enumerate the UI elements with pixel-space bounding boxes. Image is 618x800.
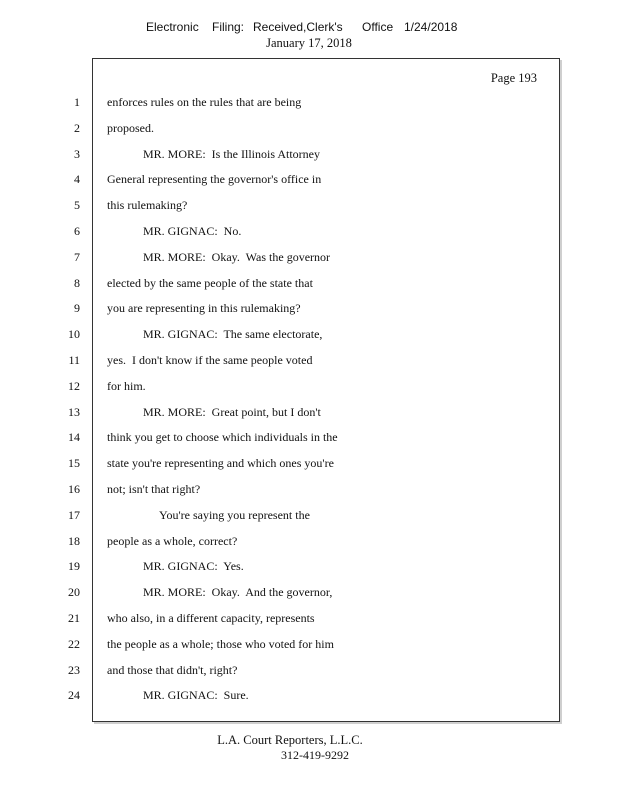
line-number: 4 xyxy=(74,172,80,187)
filing-word: Filing: xyxy=(212,20,245,34)
transcript-line: for him. xyxy=(107,378,146,393)
transcript-line: MR. MORE: Okay. And the governor, xyxy=(143,585,333,600)
transcript-line: MR. GIGNAC: Yes. xyxy=(143,559,244,574)
line-number: 22 xyxy=(68,636,80,651)
transcript-line: elected by the same people of the state that xyxy=(107,275,313,290)
line-number: 16 xyxy=(68,481,80,496)
line-number: 3 xyxy=(74,146,80,161)
line-number: 19 xyxy=(68,559,80,574)
line-number: 6 xyxy=(74,223,80,238)
transcript-line: people as a whole, correct? xyxy=(107,533,238,548)
line-number: 8 xyxy=(74,275,80,290)
line-number: 2 xyxy=(74,120,80,135)
filing-stamp xyxy=(0,20,618,36)
line-number: 7 xyxy=(74,249,80,264)
transcript-line: proposed. xyxy=(107,120,154,135)
filing-word: Received,Clerk's xyxy=(253,20,343,34)
line-number: 21 xyxy=(68,610,80,625)
transcript-text xyxy=(107,90,547,709)
line-number: 13 xyxy=(68,404,80,419)
line-number: 18 xyxy=(68,533,80,548)
transcript-line: yes. I don't know if the same people voted xyxy=(107,352,313,367)
transcript-line: you are representing in this rulemaking? xyxy=(107,301,301,316)
transcript-line: this rulemaking? xyxy=(107,198,188,213)
line-number: 20 xyxy=(68,585,80,600)
line-number: 17 xyxy=(68,507,80,522)
transcript-line: not; isn't that right? xyxy=(107,481,201,496)
line-number: 9 xyxy=(74,301,80,316)
line-number: 10 xyxy=(68,327,80,342)
filing-word: Electronic xyxy=(146,20,199,34)
transcript-line: General representing the governor's office in xyxy=(107,172,322,187)
reporter-company: L.A. Court Reporters, L.L.C. xyxy=(217,733,363,747)
line-number-column xyxy=(0,90,80,709)
transcript-line: MR. MORE: Okay. Was the governor xyxy=(143,249,331,264)
page-number: Page 193 xyxy=(490,71,537,85)
line-number: 23 xyxy=(68,662,80,677)
filing-word: 1/24/2018 xyxy=(404,20,458,34)
transcript-line: MR. GIGNAC: Sure. xyxy=(143,688,249,703)
transcript-line: state you're representing and which ones you're xyxy=(107,456,334,471)
line-number: 5 xyxy=(74,198,80,213)
transcript-line: MR. GIGNAC: The same electorate, xyxy=(143,327,323,342)
transcript-line: think you get to choose which individuals in the xyxy=(107,430,338,445)
transcript-line: and those that didn't, right? xyxy=(107,662,238,677)
transcript-line: who also, in a different capacity, represents xyxy=(107,610,315,625)
line-number: 14 xyxy=(68,430,80,445)
transcript-line: enforces rules on the rules that are being xyxy=(107,95,302,109)
transcript-line: MR. GIGNAC: No. xyxy=(143,223,242,238)
line-number: 1 xyxy=(74,95,80,109)
reporter-phone: 312-419-9292 xyxy=(281,748,349,762)
filing-word: Office xyxy=(362,20,394,34)
transcript-line: MR. MORE: Is the Illinois Attorney xyxy=(143,146,320,161)
transcript-line: You're saying you represent the xyxy=(159,507,310,522)
transcript-line: MR. MORE: Great point, but I don't xyxy=(143,404,321,419)
line-number: 15 xyxy=(68,456,80,471)
line-number: 24 xyxy=(68,688,80,703)
line-number: 12 xyxy=(68,378,80,393)
line-number: 11 xyxy=(68,352,80,367)
hearing-date: January 17, 2018 xyxy=(266,36,352,50)
transcript-line: the people as a whole; those who voted for him xyxy=(107,636,334,651)
